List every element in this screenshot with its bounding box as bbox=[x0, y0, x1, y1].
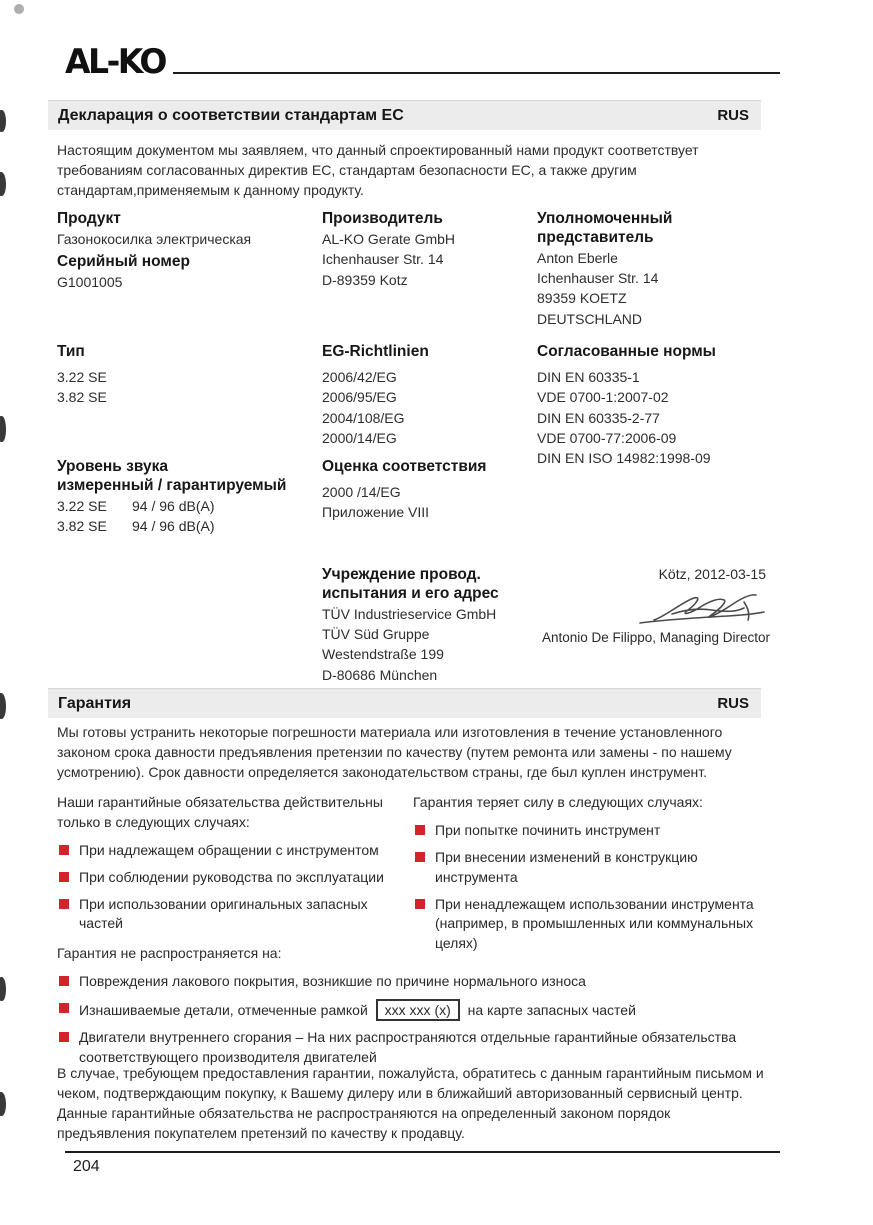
bullet-square-icon bbox=[415, 852, 425, 862]
sound-level-block bbox=[57, 458, 322, 536]
norm-line: DIN EN 60335-2-77 bbox=[537, 409, 660, 426]
list-item bbox=[57, 1028, 787, 1068]
product-value: Газонокосилка электрическая bbox=[57, 230, 252, 247]
warranty-excluded-list bbox=[57, 972, 787, 1075]
institute-label: Учреждение провод. bbox=[322, 566, 481, 583]
signature-icon bbox=[632, 590, 772, 628]
conformity-line: Приложение VIII bbox=[322, 504, 430, 521]
type-block bbox=[57, 343, 307, 408]
list-item-text: Повреждения лакового покрытия, возникшие по причине нормального износа bbox=[79, 973, 586, 989]
conformity-label: Оценка соответствия bbox=[322, 458, 487, 475]
signatory-name: Antonio De Filippo, Managing Director bbox=[541, 630, 771, 645]
sound-value: 94 / 96 dB(A) bbox=[132, 497, 215, 514]
sound-model: 3.22 SE bbox=[57, 497, 107, 514]
bullet-square-icon bbox=[59, 1003, 69, 1013]
representative-line: 89359 KOETZ bbox=[537, 290, 627, 307]
list-item bbox=[57, 868, 407, 888]
representative-line: Anton Eberle bbox=[537, 249, 618, 266]
conformity-block bbox=[322, 458, 537, 523]
list-item-text: При попытке починить инструмент bbox=[435, 821, 661, 838]
representative-line: Ichenhauser Str. 14 bbox=[537, 270, 659, 287]
place-date: Kötz, 2012-03-15 bbox=[658, 566, 766, 582]
norms-label: Согласованные нормы bbox=[537, 343, 716, 360]
list-item bbox=[57, 841, 407, 861]
bullet-square-icon bbox=[59, 845, 69, 855]
scan-artifact bbox=[0, 693, 6, 719]
warranty-void-title: Гарантия теряет силу в следующих случаях: bbox=[413, 794, 703, 810]
list-item-text bbox=[79, 999, 636, 1021]
scan-artifact bbox=[0, 977, 6, 1001]
sound-model: 3.82 SE bbox=[57, 518, 107, 535]
warranty-intro: Мы готовы устранить некоторые погрешности материала или изготовления в течение установленного законом срока давности предъявления претензии по качеству (путем ремонта или замены - по нашему усмотрению). Срок давности определяется законодательством страны, где был куплен инструмент. bbox=[57, 724, 732, 780]
scan-artifact bbox=[0, 416, 6, 442]
manufacturer-line: AL-KO Gerate GmbH bbox=[322, 230, 456, 247]
warranty-footer: В случае, требующем предоставления гарантии, пожалуйста, обратитесь с данным гарантийным письмом и чеком, подтверждающим покупку, к Вашему дилеру или в ближайший авторизованный сервисный центр. Данные гарантийные обязательства не распространяются на определенный законом порядок предъявления покупателем претензий по качеству к продавцу. bbox=[57, 1065, 764, 1141]
list-item-text: При внесении изменений в конструкцию инструмента bbox=[435, 848, 698, 885]
directive-line: 2006/95/EG bbox=[322, 389, 397, 406]
institute-line: TÜV Industrieservice GmbH bbox=[322, 605, 497, 622]
manufacturer-line: D-89359 Kotz bbox=[322, 271, 408, 288]
excluded-prefix: Изнашиваемые детали, отмеченные рамкой bbox=[79, 1001, 368, 1018]
list-item bbox=[57, 999, 787, 1021]
serial-label: Серийный номер bbox=[57, 253, 190, 271]
norm-line: DIN EN 60335-1 bbox=[537, 368, 640, 385]
norms-block bbox=[537, 343, 772, 468]
warranty-excluded-title: Гарантия не распространяется на: bbox=[57, 945, 282, 961]
institute-line: D-80686 München bbox=[322, 666, 438, 683]
list-item bbox=[57, 895, 407, 935]
scan-artifact bbox=[0, 110, 6, 132]
sound-row bbox=[57, 496, 322, 516]
warranty-void-column bbox=[413, 793, 781, 961]
scan-artifact bbox=[0, 1092, 6, 1116]
type-line: 3.22 SE bbox=[57, 368, 107, 385]
representative-label: Уполномоченный bbox=[537, 210, 673, 227]
logo-rule bbox=[173, 72, 780, 74]
warranty-title: Гарантия bbox=[58, 694, 132, 712]
list-item bbox=[413, 821, 781, 841]
alko-logo: AL-KO bbox=[65, 41, 165, 82]
declaration-intro: Настоящим документом мы заявляем, что данный спроектированный нами продукт соответствует требованиям согласованных директив ЕС, стандартам безопасности ЕС, а также другим стандартам,применяемым к данному продукту. bbox=[57, 142, 699, 198]
language-badge: RUS bbox=[717, 107, 749, 124]
serial-value: G1001005 bbox=[57, 274, 123, 291]
institute-block bbox=[322, 566, 557, 685]
list-item bbox=[57, 972, 787, 992]
page-number: 204 bbox=[73, 1158, 100, 1175]
list-item-text: При соблюдении руководства по эксплуатации bbox=[79, 868, 384, 885]
directive-line: 2000/14/EG bbox=[322, 429, 397, 446]
sound-label: Уровень звука bbox=[57, 458, 168, 475]
norm-line: VDE 0700-1:2007-02 bbox=[537, 389, 669, 406]
bullet-square-icon bbox=[415, 825, 425, 835]
warranty-header-bar bbox=[48, 688, 761, 718]
list-item-text: При ненадлежащем использовании инструмента (например, в промышленных или коммунальных целях) bbox=[435, 895, 754, 952]
institute-line: TÜV Süd Gruppe bbox=[322, 626, 430, 643]
directives-label: EG-Richtlinien bbox=[322, 343, 429, 360]
warranty-valid-list bbox=[57, 841, 407, 935]
bullet-square-icon bbox=[59, 872, 69, 882]
manufacturer-label: Производитель bbox=[322, 210, 443, 227]
representative-block bbox=[537, 210, 772, 329]
directives-block bbox=[322, 343, 537, 448]
excluded-suffix: на карте запасных частей bbox=[467, 1001, 636, 1018]
declaration-header-bar bbox=[48, 100, 761, 130]
bullet-square-icon bbox=[415, 899, 425, 909]
signature-block bbox=[540, 566, 772, 645]
footer-rule bbox=[65, 1151, 780, 1153]
product-label: Продукт bbox=[57, 210, 121, 227]
scan-artifact bbox=[14, 4, 24, 14]
institute-label: испытания и его адрес bbox=[322, 584, 499, 602]
list-item-text: При использовании оригинальных запасных частей bbox=[79, 895, 368, 932]
bullet-square-icon bbox=[59, 976, 69, 986]
directive-line: 2006/42/EG bbox=[322, 368, 397, 385]
language-badge: RUS bbox=[717, 695, 749, 712]
brand-header bbox=[65, 42, 780, 81]
part-number-box: xxx xxx (x) bbox=[376, 999, 460, 1021]
norm-line: VDE 0700-77:2006-09 bbox=[537, 429, 677, 446]
manufacturer-line: Ichenhauser Str. 14 bbox=[322, 251, 444, 268]
type-line: 3.82 SE bbox=[57, 389, 107, 406]
institute-line: Westendstraße 199 bbox=[322, 646, 444, 663]
representative-line: DEUTSCHLAND bbox=[537, 310, 643, 327]
sound-value: 94 / 96 dB(A) bbox=[132, 518, 215, 535]
norm-line: DIN EN ISO 14982:1998-09 bbox=[537, 450, 711, 467]
manufacturer-block bbox=[322, 210, 537, 290]
bullet-square-icon bbox=[59, 1032, 69, 1042]
conformity-line: 2000 /14/EG bbox=[322, 483, 401, 500]
list-item-text: Двигатели внутреннего сгорания – На них распространяются отдельные гарантийные обязательства соответствующего производителя двигателей bbox=[79, 1029, 737, 1065]
warranty-valid-title: Наши гарантийные обязательства действительны только в следующих случаях: bbox=[57, 794, 383, 830]
scan-artifact bbox=[0, 172, 6, 196]
type-label: Тип bbox=[57, 343, 85, 360]
bullet-square-icon bbox=[59, 899, 69, 909]
warranty-void-list bbox=[413, 821, 781, 954]
directive-line: 2004/108/EG bbox=[322, 409, 405, 426]
declaration-title: Декларация о соответствии стандартам EC bbox=[58, 106, 404, 124]
product-block bbox=[57, 210, 307, 292]
list-item-text: При надлежащем обращении с инструментом bbox=[79, 841, 379, 858]
list-item bbox=[413, 848, 781, 888]
sound-label: измеренный / гарантируемый bbox=[57, 476, 287, 494]
representative-label: представитель bbox=[537, 228, 654, 246]
warranty-valid-column bbox=[57, 793, 407, 941]
sound-row bbox=[57, 516, 322, 536]
